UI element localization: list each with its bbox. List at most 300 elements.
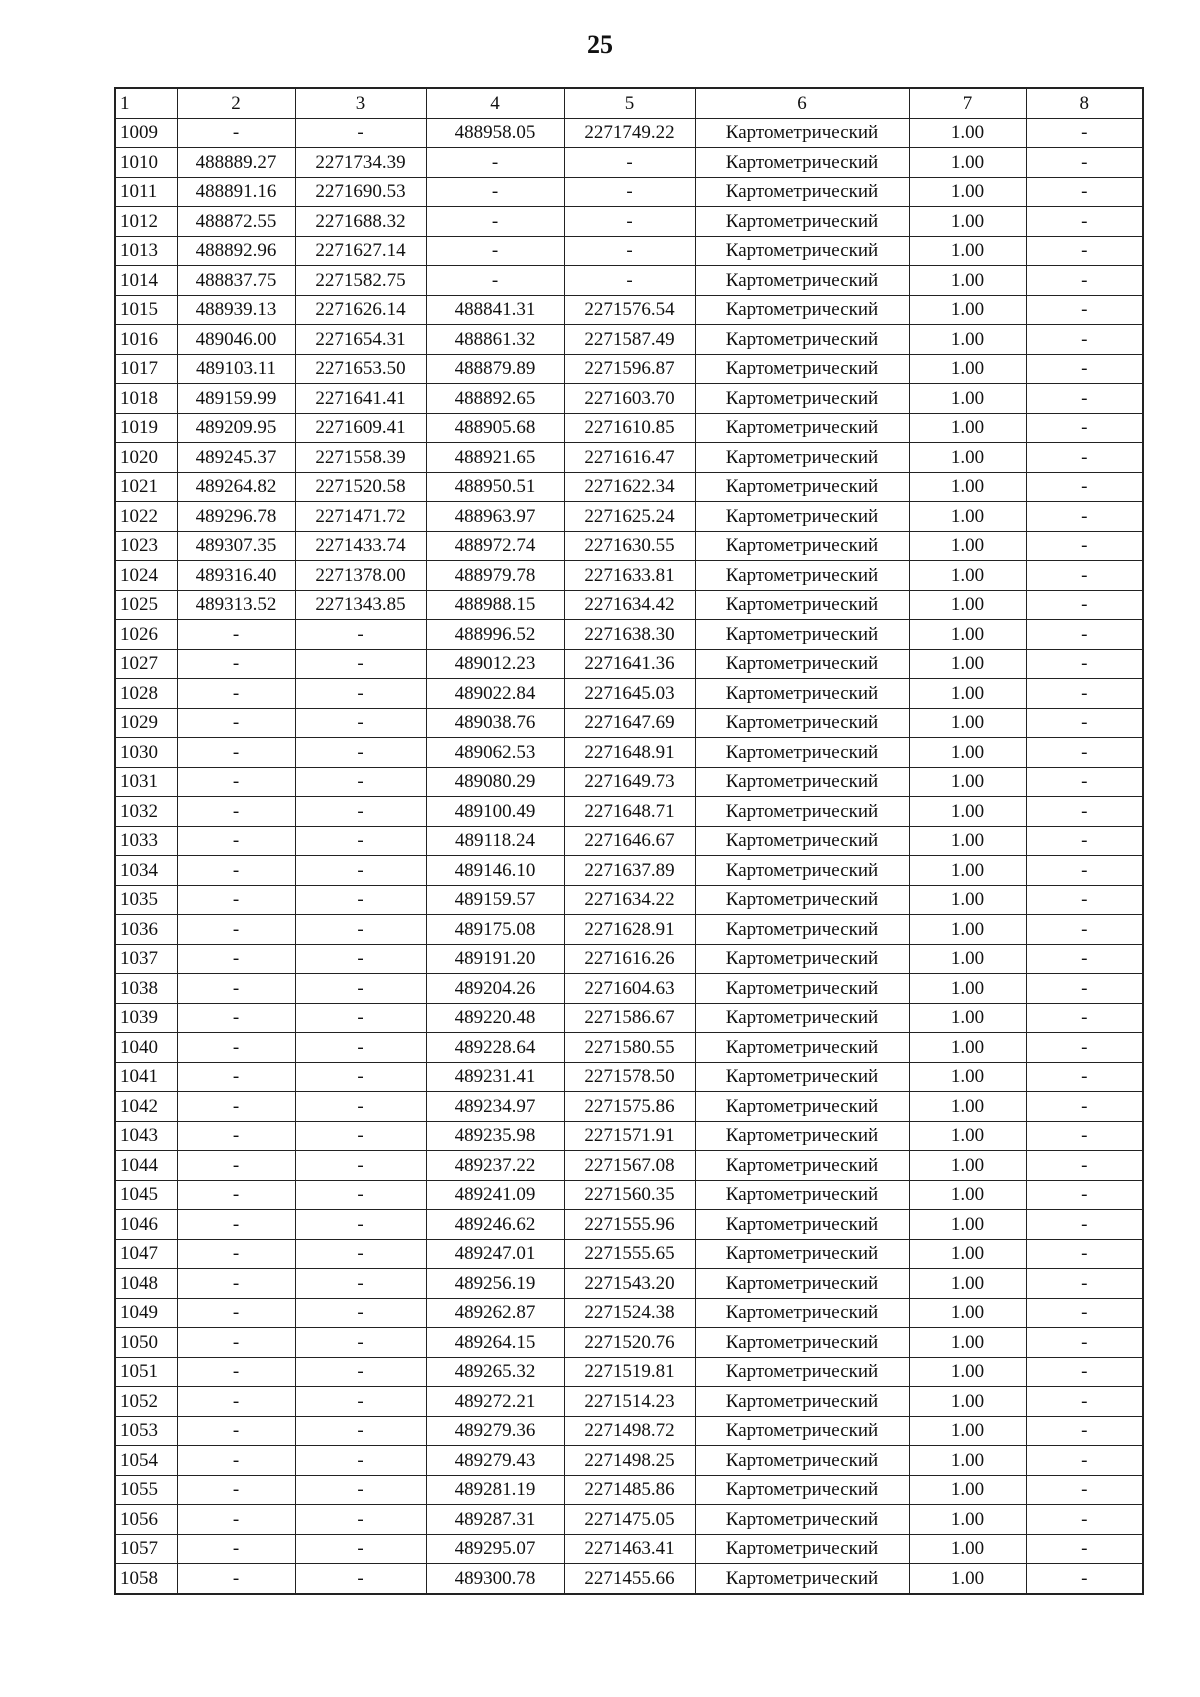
table-row bbox=[115, 1387, 1143, 1417]
table-cell-col-7: 1.00 bbox=[909, 118, 1026, 148]
table-row bbox=[115, 502, 1143, 532]
table-cell-col-1: 1009 bbox=[115, 118, 177, 148]
table-cell-col-8: - bbox=[1026, 118, 1143, 148]
table-cell-col-2: - bbox=[177, 915, 295, 945]
table-cell-col-3: - bbox=[295, 856, 426, 886]
table-cell-col-6: Картометрический bbox=[695, 531, 909, 561]
table-cell-col-5: 2271455.66 bbox=[564, 1564, 695, 1594]
table-cell-col-4: 488861.32 bbox=[426, 325, 564, 355]
table-cell-col-5: 2271647.69 bbox=[564, 708, 695, 738]
table-cell-col-2: - bbox=[177, 767, 295, 797]
table-cell-col-7: 1.00 bbox=[909, 1446, 1026, 1476]
table-cell-col-3: - bbox=[295, 1505, 426, 1535]
table-cell-col-7: 1.00 bbox=[909, 1092, 1026, 1122]
table-cell-col-7: 1.00 bbox=[909, 148, 1026, 178]
table-cell-col-3: - bbox=[295, 1180, 426, 1210]
table-cell-col-5: 2271571.91 bbox=[564, 1121, 695, 1151]
table-cell-col-8: - bbox=[1026, 1269, 1143, 1299]
table-row bbox=[115, 354, 1143, 384]
table-row bbox=[115, 1180, 1143, 1210]
table-cell-col-2: - bbox=[177, 944, 295, 974]
table-cell-col-1: 1029 bbox=[115, 708, 177, 738]
table-row bbox=[115, 1210, 1143, 1240]
table-cell-col-8: - bbox=[1026, 1210, 1143, 1240]
table-cell-col-5: 2271586.67 bbox=[564, 1003, 695, 1033]
table-row bbox=[115, 620, 1143, 650]
table-cell-col-5: 2271498.25 bbox=[564, 1446, 695, 1476]
table-cell-col-1: 1024 bbox=[115, 561, 177, 591]
table-cell-col-2: - bbox=[177, 1269, 295, 1299]
table-cell-col-5: 2271649.73 bbox=[564, 767, 695, 797]
table-cell-col-1: 1043 bbox=[115, 1121, 177, 1151]
table-cell-col-6: Картометрический bbox=[695, 502, 909, 532]
table-cell-col-6: Картометрический bbox=[695, 797, 909, 827]
table-cell-col-3: - bbox=[295, 797, 426, 827]
table-cell-col-7: 1.00 bbox=[909, 295, 1026, 325]
table-cell-col-2: 488837.75 bbox=[177, 266, 295, 296]
table-cell-col-7: 1.00 bbox=[909, 649, 1026, 679]
table-cell-col-7: 1.00 bbox=[909, 413, 1026, 443]
table-cell-col-7: 1.00 bbox=[909, 915, 1026, 945]
table-row bbox=[115, 856, 1143, 886]
table-cell-col-3: - bbox=[295, 767, 426, 797]
table-cell-col-6: Картометрический bbox=[695, 1328, 909, 1358]
table-row bbox=[115, 1269, 1143, 1299]
table-cell-col-2: - bbox=[177, 1357, 295, 1387]
table-cell-col-5: 2271641.36 bbox=[564, 649, 695, 679]
column-header-6: 6 bbox=[695, 88, 909, 118]
table-cell-col-7: 1.00 bbox=[909, 885, 1026, 915]
table-cell-col-7: 1.00 bbox=[909, 1534, 1026, 1564]
table-cell-col-2: - bbox=[177, 1180, 295, 1210]
table-cell-col-4: 489241.09 bbox=[426, 1180, 564, 1210]
table-cell-col-5: 2271638.30 bbox=[564, 620, 695, 650]
table-cell-col-4: 489159.57 bbox=[426, 885, 564, 915]
table-cell-col-7: 1.00 bbox=[909, 236, 1026, 266]
table-cell-col-3: 2271471.72 bbox=[295, 502, 426, 532]
table-cell-col-2: - bbox=[177, 1210, 295, 1240]
table-cell-col-6: Картометрический bbox=[695, 561, 909, 591]
table-cell-col-6: Картометрический bbox=[695, 856, 909, 886]
table-cell-col-7: 1.00 bbox=[909, 384, 1026, 414]
table-cell-col-2: 489046.00 bbox=[177, 325, 295, 355]
table-cell-col-8: - bbox=[1026, 1151, 1143, 1181]
table-cell-col-4: 489279.36 bbox=[426, 1416, 564, 1446]
table-cell-col-3: - bbox=[295, 885, 426, 915]
table-row bbox=[115, 1092, 1143, 1122]
column-header-8: 8 bbox=[1026, 88, 1143, 118]
table-cell-col-2: 488892.96 bbox=[177, 236, 295, 266]
table-cell-col-3: - bbox=[295, 1210, 426, 1240]
table-cell-col-1: 1052 bbox=[115, 1387, 177, 1417]
table-cell-col-8: - bbox=[1026, 295, 1143, 325]
table-cell-col-2: 489296.78 bbox=[177, 502, 295, 532]
table-cell-col-6: Картометрический bbox=[695, 620, 909, 650]
table-cell-col-3: - bbox=[295, 1534, 426, 1564]
table-cell-col-6: Картометрический bbox=[695, 915, 909, 945]
table-row bbox=[115, 738, 1143, 768]
column-header-2: 2 bbox=[177, 88, 295, 118]
table-cell-col-7: 1.00 bbox=[909, 1180, 1026, 1210]
table-cell-col-5: 2271637.89 bbox=[564, 856, 695, 886]
table-cell-col-2: - bbox=[177, 856, 295, 886]
table-cell-col-1: 1027 bbox=[115, 649, 177, 679]
table-cell-col-7: 1.00 bbox=[909, 1151, 1026, 1181]
table-cell-col-3: - bbox=[295, 1564, 426, 1594]
table-cell-col-5: 2271560.35 bbox=[564, 1180, 695, 1210]
table-row bbox=[115, 384, 1143, 414]
table-cell-col-7: 1.00 bbox=[909, 1269, 1026, 1299]
table-cell-col-1: 1035 bbox=[115, 885, 177, 915]
table-cell-col-3: - bbox=[295, 1298, 426, 1328]
table-row bbox=[115, 1033, 1143, 1063]
table-cell-col-1: 1036 bbox=[115, 915, 177, 945]
table-cell-col-3: - bbox=[295, 1092, 426, 1122]
table-cell-col-1: 1019 bbox=[115, 413, 177, 443]
table-cell-col-2: - bbox=[177, 1298, 295, 1328]
table-cell-col-7: 1.00 bbox=[909, 738, 1026, 768]
table-row bbox=[115, 826, 1143, 856]
table-cell-col-8: - bbox=[1026, 207, 1143, 237]
table-cell-col-1: 1056 bbox=[115, 1505, 177, 1535]
table-cell-col-4: 488988.15 bbox=[426, 590, 564, 620]
table-cell-col-1: 1010 bbox=[115, 148, 177, 178]
table-cell-col-7: 1.00 bbox=[909, 1033, 1026, 1063]
table-cell-col-2: - bbox=[177, 797, 295, 827]
table-cell-col-8: - bbox=[1026, 797, 1143, 827]
table-cell-col-1: 1021 bbox=[115, 472, 177, 502]
table-cell-col-1: 1018 bbox=[115, 384, 177, 414]
table-row bbox=[115, 649, 1143, 679]
table-cell-col-2: 489103.11 bbox=[177, 354, 295, 384]
table-row bbox=[115, 443, 1143, 473]
table-cell-col-7: 1.00 bbox=[909, 826, 1026, 856]
table-cell-col-3: 2271627.14 bbox=[295, 236, 426, 266]
table-cell-col-4: 489237.22 bbox=[426, 1151, 564, 1181]
table-cell-col-3: - bbox=[295, 708, 426, 738]
table-cell-col-2: - bbox=[177, 826, 295, 856]
table-cell-col-4: 489246.62 bbox=[426, 1210, 564, 1240]
table-cell-col-3: 2271433.74 bbox=[295, 531, 426, 561]
table-cell-col-6: Картометрический bbox=[695, 1446, 909, 1476]
table-cell-col-6: Картометрический bbox=[695, 1534, 909, 1564]
table-cell-col-4: - bbox=[426, 177, 564, 207]
table-cell-col-8: - bbox=[1026, 1003, 1143, 1033]
table-cell-col-8: - bbox=[1026, 325, 1143, 355]
table-row bbox=[115, 767, 1143, 797]
table-cell-col-5: - bbox=[564, 266, 695, 296]
table-cell-col-7: 1.00 bbox=[909, 1210, 1026, 1240]
table-cell-col-1: 1042 bbox=[115, 1092, 177, 1122]
table-cell-col-2: 488939.13 bbox=[177, 295, 295, 325]
table-cell-col-6: Картометрический bbox=[695, 1003, 909, 1033]
table-cell-col-6: Картометрический bbox=[695, 1239, 909, 1269]
table-row bbox=[115, 797, 1143, 827]
table-cell-col-2: - bbox=[177, 1121, 295, 1151]
table-cell-col-8: - bbox=[1026, 1180, 1143, 1210]
table-cell-col-4: - bbox=[426, 148, 564, 178]
table-cell-col-6: Картометрический bbox=[695, 325, 909, 355]
table-cell-col-8: - bbox=[1026, 1387, 1143, 1417]
table-cell-col-3: 2271582.75 bbox=[295, 266, 426, 296]
table-cell-col-8: - bbox=[1026, 708, 1143, 738]
table-row bbox=[115, 1003, 1143, 1033]
table-cell-col-6: Картометрический bbox=[695, 266, 909, 296]
table-cell-col-4: 489012.23 bbox=[426, 649, 564, 679]
table-cell-col-5: 2271498.72 bbox=[564, 1416, 695, 1446]
table-cell-col-8: - bbox=[1026, 620, 1143, 650]
table-body bbox=[115, 118, 1143, 1594]
table-cell-col-1: 1032 bbox=[115, 797, 177, 827]
table-cell-col-1: 1033 bbox=[115, 826, 177, 856]
table-cell-col-8: - bbox=[1026, 679, 1143, 709]
table-cell-col-8: - bbox=[1026, 1357, 1143, 1387]
table-cell-col-5: 2271596.87 bbox=[564, 354, 695, 384]
table-cell-col-3: - bbox=[295, 118, 426, 148]
table-cell-col-4: 489247.01 bbox=[426, 1239, 564, 1269]
table-cell-col-5: 2271514.23 bbox=[564, 1387, 695, 1417]
table-cell-col-5: 2271604.63 bbox=[564, 974, 695, 1004]
table-cell-col-7: 1.00 bbox=[909, 1298, 1026, 1328]
table-cell-col-4: 488892.65 bbox=[426, 384, 564, 414]
table-cell-col-5: 2271575.86 bbox=[564, 1092, 695, 1122]
table-cell-col-7: 1.00 bbox=[909, 1387, 1026, 1417]
table-cell-col-7: 1.00 bbox=[909, 1357, 1026, 1387]
table-cell-col-3: - bbox=[295, 1387, 426, 1417]
table-cell-col-6: Картометрический bbox=[695, 885, 909, 915]
table-cell-col-8: - bbox=[1026, 1298, 1143, 1328]
table-cell-col-2: 489264.82 bbox=[177, 472, 295, 502]
table-row bbox=[115, 266, 1143, 296]
table-cell-col-1: 1031 bbox=[115, 767, 177, 797]
table-row bbox=[115, 974, 1143, 1004]
table-cell-col-1: 1040 bbox=[115, 1033, 177, 1063]
table-cell-col-1: 1045 bbox=[115, 1180, 177, 1210]
table-cell-col-3: - bbox=[295, 1416, 426, 1446]
table-cell-col-2: - bbox=[177, 1534, 295, 1564]
table-cell-col-2: - bbox=[177, 1328, 295, 1358]
table-cell-col-3: - bbox=[295, 679, 426, 709]
table-cell-col-3: - bbox=[295, 1357, 426, 1387]
table-cell-col-8: - bbox=[1026, 384, 1143, 414]
table-cell-col-8: - bbox=[1026, 1328, 1143, 1358]
column-header-1: 1 bbox=[115, 88, 177, 118]
table-cell-col-4: 489256.19 bbox=[426, 1269, 564, 1299]
table-row bbox=[115, 413, 1143, 443]
table-row bbox=[115, 1298, 1143, 1328]
table-cell-col-8: - bbox=[1026, 1505, 1143, 1535]
table-cell-col-1: 1015 bbox=[115, 295, 177, 325]
table-cell-col-8: - bbox=[1026, 826, 1143, 856]
table-cell-col-4: 489220.48 bbox=[426, 1003, 564, 1033]
table-cell-col-1: 1044 bbox=[115, 1151, 177, 1181]
table-row bbox=[115, 118, 1143, 148]
table-row bbox=[115, 1416, 1143, 1446]
table-cell-col-7: 1.00 bbox=[909, 1416, 1026, 1446]
table-cell-col-6: Картометрический bbox=[695, 118, 909, 148]
table-cell-col-8: - bbox=[1026, 1446, 1143, 1476]
table-cell-col-3: 2271343.85 bbox=[295, 590, 426, 620]
table-cell-col-6: Картометрический bbox=[695, 1357, 909, 1387]
table-cell-col-1: 1057 bbox=[115, 1534, 177, 1564]
table-cell-col-4: 489100.49 bbox=[426, 797, 564, 827]
table-row bbox=[115, 915, 1143, 945]
table-cell-col-5: 2271555.65 bbox=[564, 1239, 695, 1269]
table-cell-col-8: - bbox=[1026, 1239, 1143, 1269]
table-cell-col-7: 1.00 bbox=[909, 531, 1026, 561]
table-cell-col-4: 489118.24 bbox=[426, 826, 564, 856]
table-cell-col-7: 1.00 bbox=[909, 797, 1026, 827]
table-cell-col-7: 1.00 bbox=[909, 590, 1026, 620]
table-cell-col-7: 1.00 bbox=[909, 1475, 1026, 1505]
table-cell-col-7: 1.00 bbox=[909, 1239, 1026, 1269]
table-cell-col-6: Картометрический bbox=[695, 1416, 909, 1446]
table-cell-col-1: 1054 bbox=[115, 1446, 177, 1476]
table-cell-col-7: 1.00 bbox=[909, 767, 1026, 797]
table-cell-col-6: Картометрический bbox=[695, 443, 909, 473]
table-cell-col-5: 2271634.22 bbox=[564, 885, 695, 915]
table-cell-col-6: Картометрический bbox=[695, 944, 909, 974]
table-cell-col-1: 1038 bbox=[115, 974, 177, 1004]
table-cell-col-4: 488921.65 bbox=[426, 443, 564, 473]
table-cell-col-4: 489295.07 bbox=[426, 1534, 564, 1564]
table-cell-col-3: 2271688.32 bbox=[295, 207, 426, 237]
table-row bbox=[115, 944, 1143, 974]
table-cell-col-2: - bbox=[177, 1564, 295, 1594]
table-cell-col-2: - bbox=[177, 1151, 295, 1181]
table-cell-col-7: 1.00 bbox=[909, 1062, 1026, 1092]
table-cell-col-1: 1050 bbox=[115, 1328, 177, 1358]
table-cell-col-4: 489022.84 bbox=[426, 679, 564, 709]
table-cell-col-5: 2271648.91 bbox=[564, 738, 695, 768]
table-cell-col-1: 1012 bbox=[115, 207, 177, 237]
table-cell-col-1: 1016 bbox=[115, 325, 177, 355]
table-cell-col-6: Картометрический bbox=[695, 679, 909, 709]
table-cell-col-1: 1053 bbox=[115, 1416, 177, 1446]
table-row bbox=[115, 1564, 1143, 1594]
table-cell-col-4: 489281.19 bbox=[426, 1475, 564, 1505]
table-cell-col-4: 488979.78 bbox=[426, 561, 564, 591]
table-cell-col-8: - bbox=[1026, 1033, 1143, 1063]
table-cell-col-8: - bbox=[1026, 1564, 1143, 1594]
table-cell-col-3: - bbox=[295, 1269, 426, 1299]
table-cell-col-3: - bbox=[295, 1328, 426, 1358]
table-cell-col-2: 489316.40 bbox=[177, 561, 295, 591]
table-cell-col-1: 1041 bbox=[115, 1062, 177, 1092]
table-cell-col-7: 1.00 bbox=[909, 708, 1026, 738]
table-cell-col-2: - bbox=[177, 1062, 295, 1092]
table-cell-col-2: - bbox=[177, 1446, 295, 1476]
table-cell-col-5: 2271616.26 bbox=[564, 944, 695, 974]
table-cell-col-1: 1051 bbox=[115, 1357, 177, 1387]
column-header-4: 4 bbox=[426, 88, 564, 118]
table-cell-col-2: - bbox=[177, 1239, 295, 1269]
table-cell-col-7: 1.00 bbox=[909, 561, 1026, 591]
table-cell-col-6: Картометрический bbox=[695, 974, 909, 1004]
table-row bbox=[115, 1505, 1143, 1535]
table-row bbox=[115, 885, 1143, 915]
table-cell-col-1: 1023 bbox=[115, 531, 177, 561]
table-cell-col-1: 1037 bbox=[115, 944, 177, 974]
table-cell-col-5: 2271634.42 bbox=[564, 590, 695, 620]
table-cell-col-2: 489159.99 bbox=[177, 384, 295, 414]
page-number: 25 bbox=[587, 30, 613, 59]
table-cell-col-4: 489062.53 bbox=[426, 738, 564, 768]
table-cell-col-5: 2271616.47 bbox=[564, 443, 695, 473]
column-header-7: 7 bbox=[909, 88, 1026, 118]
table-cell-col-3: 2271653.50 bbox=[295, 354, 426, 384]
table-cell-col-6: Картометрический bbox=[695, 207, 909, 237]
table-cell-col-6: Картометрический bbox=[695, 738, 909, 768]
table-cell-col-3: - bbox=[295, 1003, 426, 1033]
table-cell-col-5: 2271610.85 bbox=[564, 413, 695, 443]
table-cell-col-4: 489080.29 bbox=[426, 767, 564, 797]
table-cell-col-6: Картометрический bbox=[695, 1151, 909, 1181]
table-row bbox=[115, 325, 1143, 355]
table-cell-col-5: 2271622.34 bbox=[564, 472, 695, 502]
table-row bbox=[115, 561, 1143, 591]
table-row bbox=[115, 531, 1143, 561]
table-cell-col-4: - bbox=[426, 236, 564, 266]
table-row bbox=[115, 708, 1143, 738]
table-cell-col-3: - bbox=[295, 826, 426, 856]
table-cell-col-6: Картометрический bbox=[695, 1505, 909, 1535]
table-cell-col-6: Картометрический bbox=[695, 413, 909, 443]
table-cell-col-5: 2271580.55 bbox=[564, 1033, 695, 1063]
table-cell-col-4: 489265.32 bbox=[426, 1357, 564, 1387]
table-cell-col-5: 2271485.86 bbox=[564, 1475, 695, 1505]
table-cell-col-1: 1048 bbox=[115, 1269, 177, 1299]
table-cell-col-7: 1.00 bbox=[909, 1003, 1026, 1033]
table-cell-col-5: 2271628.91 bbox=[564, 915, 695, 945]
table-cell-col-7: 1.00 bbox=[909, 472, 1026, 502]
table-cell-col-3: 2271690.53 bbox=[295, 177, 426, 207]
table-cell-col-5: 2271475.05 bbox=[564, 1505, 695, 1535]
table-cell-col-3: 2271626.14 bbox=[295, 295, 426, 325]
table-cell-col-2: - bbox=[177, 885, 295, 915]
table-cell-col-2: - bbox=[177, 1387, 295, 1417]
table-cell-col-5: 2271524.38 bbox=[564, 1298, 695, 1328]
table-cell-col-7: 1.00 bbox=[909, 974, 1026, 1004]
table-cell-col-8: - bbox=[1026, 1092, 1143, 1122]
table-cell-col-4: 489279.43 bbox=[426, 1446, 564, 1476]
table-cell-col-6: Картометрический bbox=[695, 1210, 909, 1240]
table-cell-col-8: - bbox=[1026, 856, 1143, 886]
table-cell-col-6: Картометрический bbox=[695, 1298, 909, 1328]
table-cell-col-2: - bbox=[177, 708, 295, 738]
table-cell-col-1: 1034 bbox=[115, 856, 177, 886]
table-row bbox=[115, 1328, 1143, 1358]
table-row bbox=[115, 148, 1143, 178]
table-cell-col-4: 488905.68 bbox=[426, 413, 564, 443]
table-cell-col-7: 1.00 bbox=[909, 1505, 1026, 1535]
table-cell-col-3: 2271734.39 bbox=[295, 148, 426, 178]
table-cell-col-6: Картометрический bbox=[695, 295, 909, 325]
table-cell-col-8: - bbox=[1026, 944, 1143, 974]
table-row bbox=[115, 295, 1143, 325]
table-cell-col-5: 2271519.81 bbox=[564, 1357, 695, 1387]
table-cell-col-5: 2271555.96 bbox=[564, 1210, 695, 1240]
table-cell-col-4: 489146.10 bbox=[426, 856, 564, 886]
table-cell-col-5: - bbox=[564, 236, 695, 266]
table-cell-col-8: - bbox=[1026, 266, 1143, 296]
table-cell-col-6: Картометрический bbox=[695, 354, 909, 384]
table-cell-col-4: 489191.20 bbox=[426, 944, 564, 974]
table-cell-col-1: 1011 bbox=[115, 177, 177, 207]
table-cell-col-5: 2271749.22 bbox=[564, 118, 695, 148]
table-cell-col-2: 489245.37 bbox=[177, 443, 295, 473]
table-cell-col-8: - bbox=[1026, 885, 1143, 915]
